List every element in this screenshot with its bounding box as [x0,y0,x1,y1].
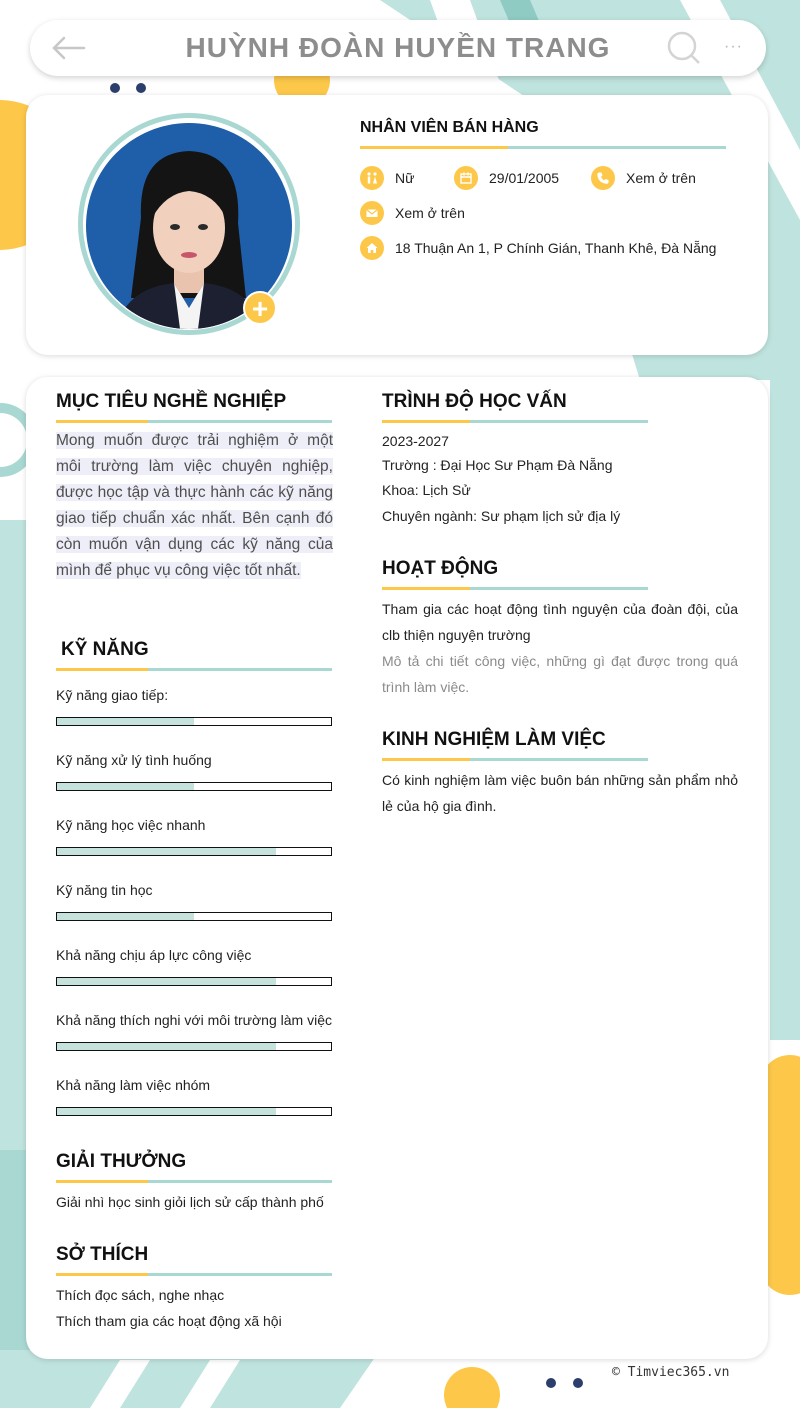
gender-value: Nữ [395,170,415,186]
skill-label: Kỹ năng xử lý tình huống [56,752,212,768]
education-school: Trường : Đại Học Sư Phạm Đà Nẵng [382,457,613,473]
birthdate-info [454,166,559,190]
hobby-item: Thích đọc sách, nghe nhạc [56,1287,225,1303]
skill-bar-fill [57,1043,276,1050]
address-info [360,236,716,260]
skill-label: Khả năng thích nghi với môi trường làm việc [56,1012,332,1028]
phone-info [591,166,696,190]
skill-bar-fill [57,913,194,920]
education-period: 2023-2027 [382,433,449,449]
skill-bar-fill [57,1108,276,1115]
home-icon [360,236,384,260]
candidate-name: HUỲNH ĐOÀN HUYỀN TRANG [185,32,611,63]
education-heading: TRÌNH ĐỘ HỌC VẤN [382,391,567,412]
skill-bar-fill [57,718,194,725]
skill-bar [56,782,332,791]
job-title-underline [360,146,726,149]
profile-card [26,95,768,355]
phone-value: Xem ở trên [626,170,696,186]
activities-text: Tham gia các hoạt động tình nguyện của đoàn đội, của clb thiện nguyện trường [382,601,738,643]
birthdate-value: 29/01/2005 [489,170,560,186]
address-value: 18 Thuận An 1, P Chính Gián, Thanh Khê, Đà Nẵng [395,240,717,256]
add-photo-button[interactable]: + [243,291,277,325]
education-major: Chuyên ngành: Sư phạm lịch sử địa lý [382,508,621,524]
activities-placeholder: Mô tả chi tiết công việc, những gì đạt được trong quá trình làm việc. [382,653,738,695]
objective-text: Mong muốn được trải nghiệm ở một môi trường làm việc chuyên nghiệp, được học tập và thực hành các kỹ năng giao tiếp chuẩn xác nhất. Bên cạnh đó còn muốn vận dụng các kỹ năng của mình để phục vụ công việc tốt nhất. [56,432,333,579]
skill-label: Khả năng chịu áp lực công việc [56,947,252,963]
phone-icon [591,166,615,190]
more-options-icon[interactable]: ··· [724,38,743,55]
skill-label: Kỹ năng học việc nhanh [56,817,206,833]
email-info [360,201,465,225]
award-item: Giải nhì học sinh giỏi lịch sử cấp thành phố [56,1194,324,1210]
hobbies-section [56,1244,332,1276]
skill-bar-fill [57,848,276,855]
awards-heading: GIẢI THƯỞNG [56,1151,187,1172]
skill-bar [56,717,332,726]
experience-heading: KINH NGHIỆM LÀM VIỆC [382,729,606,750]
gender-info [360,166,414,190]
top-bar [30,20,766,76]
email-value: Xem ở trên [395,205,465,221]
education-faculty: Khoa: Lịch Sử [382,482,471,498]
main-card [26,377,768,1359]
activities-section [382,558,648,590]
awards-section [56,1151,332,1183]
skill-bar-fill [57,978,276,985]
experience-section [382,729,648,761]
hobby-item: Thích tham gia các hoạt động xã hội [56,1313,282,1329]
gender-icon [360,166,384,190]
skill-bar [56,847,332,856]
skill-bar-fill [57,783,194,790]
experience-text: Có kinh nghiệm làm việc buôn bán những sản phẩm nhỏ lẻ của hộ gia đình. [382,772,738,814]
job-title: NHÂN VIÊN BÁN HÀNG [360,119,539,136]
hobbies-heading: SỞ THÍCH [56,1244,149,1265]
skills-section [56,639,332,671]
skill-label: Kỹ năng giao tiếp: [56,687,169,703]
activities-heading: HOẠT ĐỘNG [382,558,499,579]
skill-label: Kỹ năng tin học [56,882,153,898]
skill-bar [56,912,332,921]
skill-bar [56,977,332,986]
skill-label: Khả năng làm việc nhóm [56,1077,211,1093]
search-icon[interactable] [666,30,702,66]
education-section [382,391,648,423]
skill-bar [56,1042,332,1051]
skills-heading: KỸ NĂNG [61,639,149,660]
objective-heading: MỤC TIÊU NGHỀ NGHIỆP [56,391,287,412]
objective-section [56,391,332,423]
skill-bar [56,1107,332,1116]
calendar-icon [454,166,478,190]
email-icon [360,201,384,225]
copyright: © Timviec365.vn [612,1365,730,1380]
